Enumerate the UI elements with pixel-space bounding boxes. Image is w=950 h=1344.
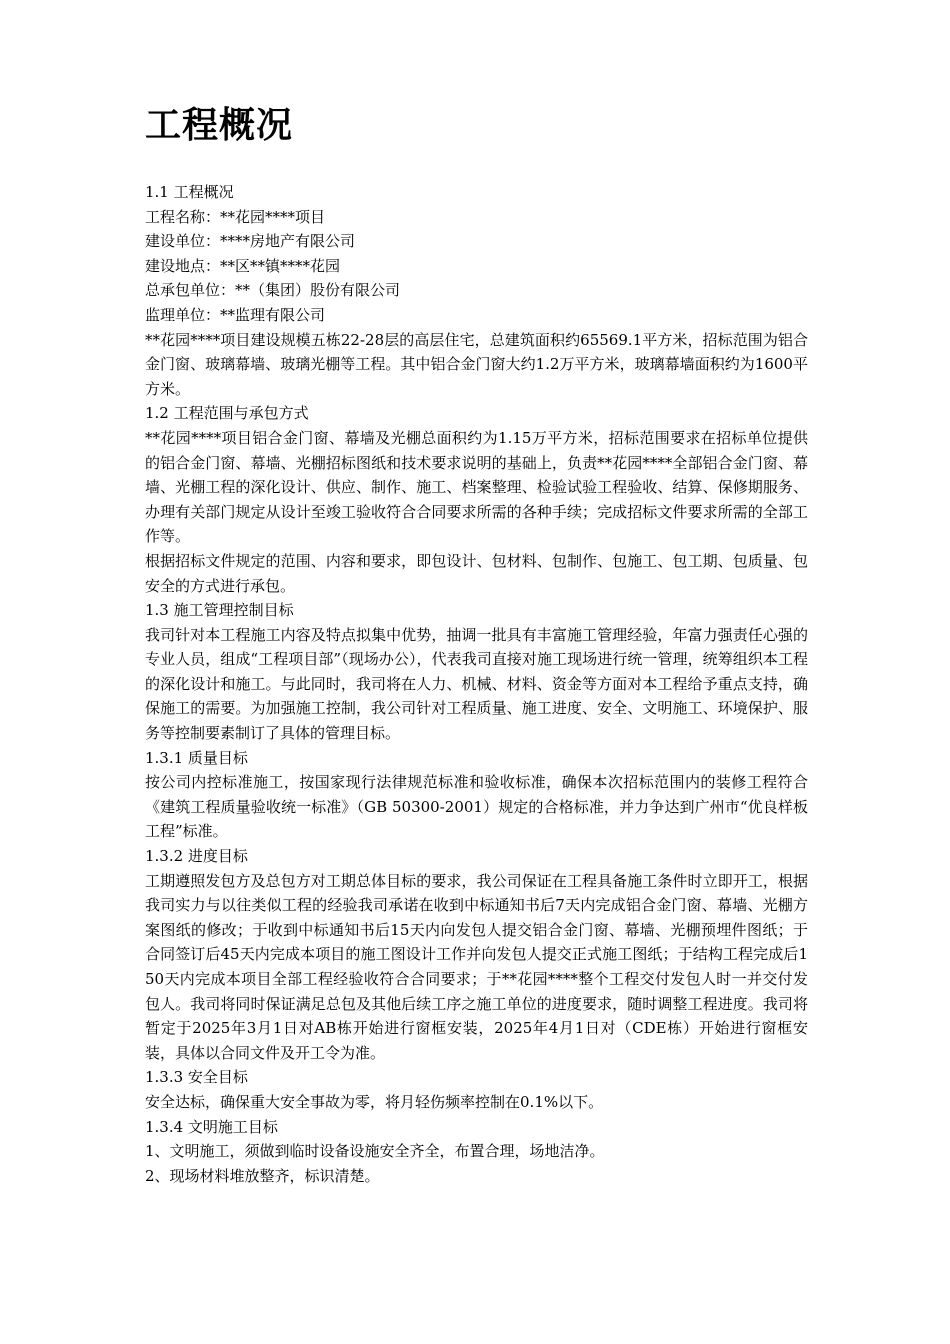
civilized-item-2: 2、现场材料堆放整齐，标识清楚。 [145,1166,380,1185]
management-paragraph: 我司针对本工程施工内容及特点拟集中优势，抽调一批具有丰富施工管理经验，年富力强责任心强的专业人员，组成“工程项目部”（现场办公），代表我司直接对施工现场进行统一管理，统筹组织本工程的深化设计和施工。与此同时，我司将在人力、机械、材料、资金等方面对本工程给予重点支持，确保施工的需要。为加强施工控制，我公司针对工程质量、施工进度、安全、文明施工、环境保护、服务等控制要素制订了具体的管理目标。 [145,625,808,743]
safety-target-paragraph: 安全达标，确保重大安全事故为零，将月轻伤频率控制在0.1%以下。 [145,1092,604,1111]
document-title: 工程概况 [145,105,294,146]
scope-paragraph: **花园****项目铝合金门窗、幕墙及光棚总面积约为1.15万平方米，招标范围要求在招标单位提供的铝合金门窗、幕墙、光棚招标图纸和技术要求说明的基础上，负责**花园****全部铝合金门窗、幕墙、光棚工程的深化设计、供应、制作、施工、档案整理、检验试验工程验收、结算、保修期服务、办理有关部门规定从设计至竣工验收符合合同要求所需的各种手续；完成招标文件要求所需的全部工作等。 [145,428,808,546]
section-heading-1-3-1: 1.3.1 质量目标 [145,748,248,767]
section-heading-1-1: 1.1 工程概况 [145,183,234,201]
developer-line: 建设单位：****房地产有限公司 [145,232,356,251]
supervisor-line: 监理单位：**监理有限公司 [145,305,326,324]
contract-method-paragraph: 根据招标文件规定的范围、内容和要求，即包设计、包材料、包制作、包施工、包工期、包质量、包安全的方式进行承包。 [145,551,808,595]
section-heading-1-2: 1.2 工程范围与承包方式 [145,404,309,423]
project-name-line: 工程名称：**花园****项目 [145,207,326,226]
section-heading-1-3-2: 1.3.2 进度目标 [145,847,248,866]
section-heading-1-3-3: 1.3.3 安全目标 [145,1068,248,1087]
document-body [145,180,808,1188]
document-page [145,98,808,1188]
section-heading-1-3-4: 1.3.4 文明施工目标 [145,1117,278,1136]
section-heading-1-3: 1.3 施工管理控制目标 [145,601,294,620]
project-scale-paragraph: **花园****项目建设规模五栋22-28层的高层住宅，总建筑面积约65569.1平方米，招标范围为铝合金门窗、玻璃幕墙、玻璃光棚等工程。其中铝合金门窗大约1.2万平方米，玻璃幕墙面积约为1600平方米。 [145,330,808,398]
schedule-target-paragraph: 工期遵照发包方及总包方对工期总体目标的要求，我公司保证在工程具备施工条件时立即开工，根据我司实力与以往类似工程的经验我司承诺在收到中标通知书后7天内完成铝合金门窗、幕墙、光棚方案图纸的修改；于收到中标通知书后15天内向发包人提交铝合金门窗、幕墙、光棚预埋件图纸；于合同签订后45天内完成本项目的施工图设计工作并向发包人提交正式施工图纸；于结构工程完成后150天内完成本项目全部工程经验收符合合同要求；于**花园****整个工程交付发包人时一并交付发包人。我司将同时保证满足总包及其他后续工序之施工单位的进度要求，随时调整工程进度。我司将暂定于2025年3月1日对AB栋开始进行窗框安装，2025年4月1日对（CDE栋）开始进行窗框安装，具体以合同文件及开工令为准。 [145,871,808,1062]
civilized-item-1: 1、文明施工，须做到临时设备设施安全齐全，布置合理，场地洁净。 [145,1142,605,1161]
quality-target-paragraph: 按公司内控标准施工，按国家现行法律规范标准和验收标准，确保本次招标范围内的装修工程符合《建筑工程质量验收统一标准》（GB 50300-2001）规定的合格标准，并力争达到广州市“优良样板工程”标准。 [145,773,808,841]
location-line: 建设地点：**区**镇****花园 [145,256,341,275]
general-contractor-line: 总承包单位：**（集团）股份有限公司 [145,281,401,300]
